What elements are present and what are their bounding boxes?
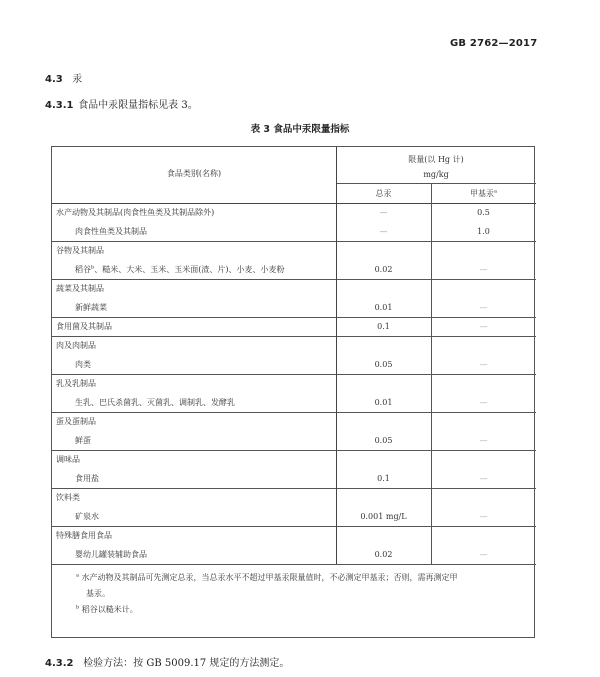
row-category: 调味品 — [56, 455, 80, 464]
row-total-mercury: 0.1 — [377, 322, 390, 331]
footnote-a: $^a$ 水产动物及其制品可先测定总汞，当总汞水平不超过甲基汞限量值时，不必测定甲基汞；否则，需再测定甲 — [76, 572, 458, 582]
row-divider — [52, 374, 536, 375]
row-divider — [52, 564, 536, 565]
row-category: 食用盐 — [75, 474, 99, 483]
row-category: 水产动物及其制品(肉食性鱼类及其制品除外) — [56, 208, 215, 217]
row-methyl-mercury: — — [479, 360, 488, 369]
row-divider — [52, 412, 536, 413]
row-category: 谷物及其制品 — [56, 246, 104, 255]
section-number: 4.3.2 — [45, 658, 74, 669]
header-limit: 限量(以 Hg 计) — [408, 155, 464, 164]
divider — [336, 147, 337, 203]
row-total-mercury: 0.02 — [374, 265, 393, 274]
row-methyl-mercury: 0.5 — [477, 208, 490, 217]
mercury-limit-table — [51, 146, 535, 638]
section-4-3-1 — [45, 96, 198, 111]
row-methyl-mercury: — — [479, 512, 488, 521]
footnote-a-continued: 基汞。 — [86, 589, 110, 598]
row-total-mercury: 0.1 — [377, 474, 390, 483]
row-methyl-mercury: — — [479, 303, 488, 312]
section-text: 食品中汞限量指标见表 3。 — [78, 100, 198, 111]
row-total-mercury: — — [379, 208, 388, 217]
header-methyl-mercury: 甲基汞$^a$ — [470, 188, 497, 198]
section-4-3-2 — [45, 654, 289, 669]
row-total-mercury: 0.02 — [374, 550, 393, 559]
column-divider — [431, 203, 432, 564]
row-total-mercury: 0.01 — [374, 303, 393, 312]
header-total-mercury: 总汞 — [375, 189, 392, 198]
row-category: 鲜蛋 — [75, 436, 91, 445]
row-total-mercury: — — [379, 227, 388, 236]
footnote-mark: b — [91, 264, 95, 271]
row-category: 肉类 — [75, 360, 91, 369]
row-methyl-mercury: — — [479, 265, 488, 274]
row-category: 蔬菜及其制品 — [56, 284, 104, 293]
footnote-b: $^b$ 稻谷以糙米计。 — [76, 604, 138, 614]
section-number: 4.3.1 — [45, 100, 74, 111]
row-total-mercury: 0.001 mg/L — [360, 512, 407, 521]
row-category: 特殊膳食用食品 — [56, 531, 112, 540]
row-category: 肉食性鱼类及其制品 — [75, 227, 147, 236]
row-category: 乳及乳制品 — [56, 379, 96, 388]
header-category: 食品类别(名称) — [166, 169, 222, 178]
standard-number: GB 2762—2017 — [450, 38, 538, 49]
row-divider — [52, 526, 536, 527]
row-category: 肉及肉制品 — [56, 341, 96, 350]
row-methyl-mercury: — — [479, 474, 488, 483]
row-methyl-mercury: — — [479, 398, 488, 407]
row-methyl-mercury: — — [479, 322, 488, 331]
row-total-mercury: 0.05 — [374, 436, 393, 445]
divider — [336, 183, 536, 184]
section-text: 检验方法：按 GB 5009.17 规定的方法测定。 — [83, 658, 290, 669]
row-total-mercury: 0.01 — [374, 398, 393, 407]
row-methyl-mercury: 1.0 — [477, 227, 490, 236]
header-unit: mg/kg — [423, 170, 449, 179]
row-total-mercury: 0.05 — [374, 360, 393, 369]
row-divider — [52, 317, 536, 318]
column-divider — [336, 203, 337, 564]
row-methyl-mercury: — — [479, 550, 488, 559]
row-category: 生乳、巴氏杀菌乳、灭菌乳、调制乳、发酵乳 — [75, 398, 235, 407]
section-number: 4.3 — [45, 74, 63, 85]
section-title: 汞 — [72, 74, 83, 85]
row-methyl-mercury: — — [479, 436, 488, 445]
row-category: 食用菌及其制品 — [56, 322, 112, 331]
row-divider — [52, 241, 536, 242]
section-4-3-heading — [45, 70, 82, 85]
table-title: 表 3 食品中汞限量指标 — [250, 124, 350, 135]
row-divider — [52, 488, 536, 489]
row-divider — [52, 336, 536, 337]
divider — [431, 183, 432, 203]
row-divider — [52, 450, 536, 451]
row-category: 蛋及蛋制品 — [56, 417, 96, 426]
row-category: 矿泉水 — [75, 512, 99, 521]
footnote-mark: a — [494, 188, 497, 195]
divider — [52, 203, 536, 204]
row-divider — [52, 279, 536, 280]
row-category: 婴幼儿罐装辅助食品 — [75, 550, 147, 559]
row-category: 新鲜蔬菜 — [75, 303, 107, 312]
row-category: 稻谷$^b$、糙米、大米、玉米、玉米面(渣、片)、小麦、小麦粉 — [75, 264, 285, 274]
row-category: 饮料类 — [56, 493, 80, 502]
